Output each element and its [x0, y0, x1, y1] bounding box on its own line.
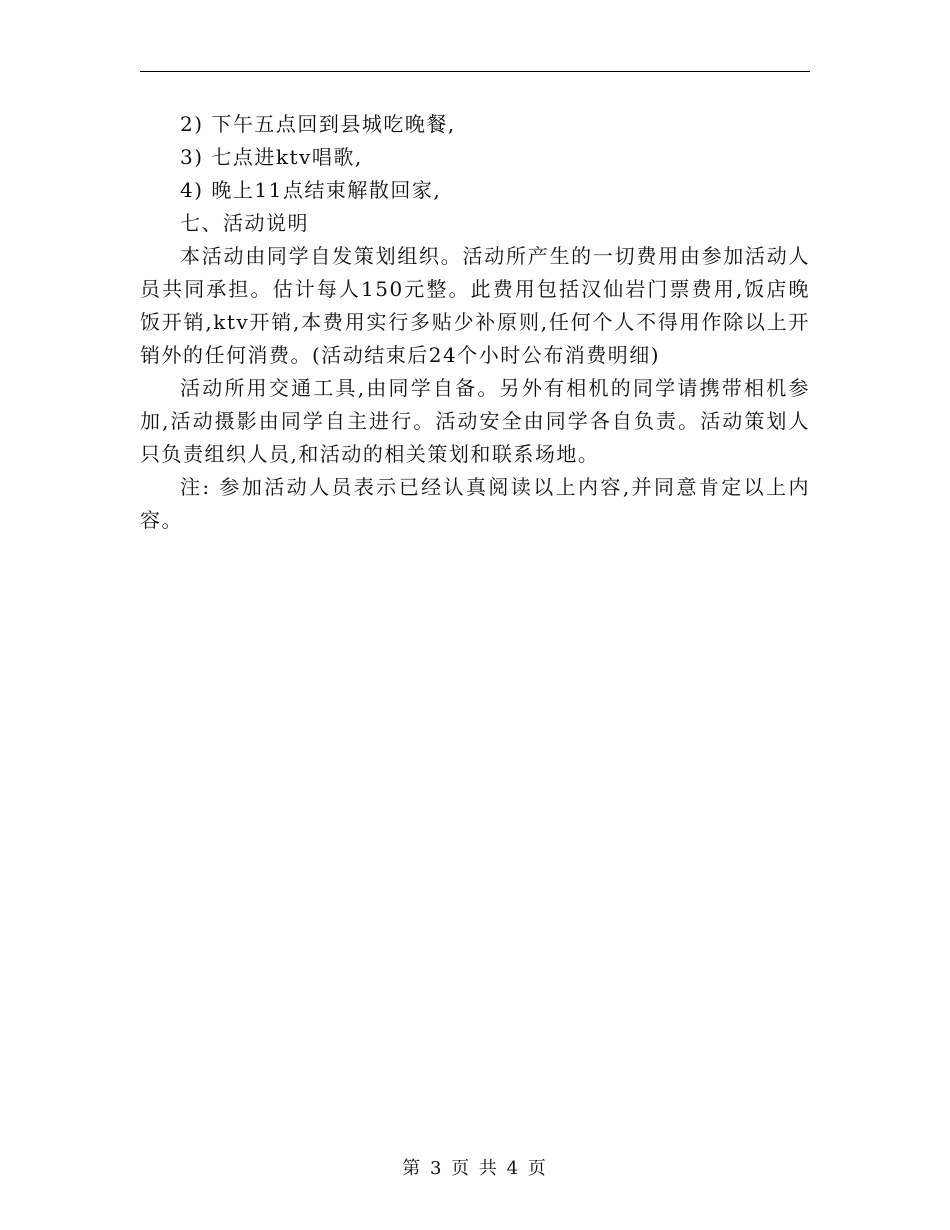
page-number: 第 3 页 共 4 页: [402, 1158, 548, 1179]
document-body: [140, 108, 810, 537]
section-heading: 七、活动说明: [180, 211, 309, 235]
header-rule: [140, 71, 810, 72]
schedule-item-4: 4) 晚上11点结束解散回家,: [180, 178, 442, 202]
cost-paragraph: 本活动由同学自发策划组织。活动所产生的一切费用由参加活动人员共同承担。估计每人150元整。此费用包括汉仙岩门票费用,饭店晚饭开销,ktv开销,本费用实行多贴少补原则,任何个人不得用作除以上开销外的任何消费。(活动结束后24个小时公布消费明细): [140, 244, 810, 367]
transport-paragraph: 活动所用交通工具,由同学自备。另外有相机的同学请携带相机参加,活动摄影由同学自主进行。活动安全由同学各自负责。活动策划人只负责组织人员,和活动的相关策划和联系场地。: [140, 376, 810, 466]
page-footer: [0, 1154, 950, 1180]
schedule-item-3: 3) 七点进ktv唱歌,: [180, 145, 363, 169]
schedule-item-2: 2) 下午五点回到县城吃晚餐,: [180, 112, 456, 136]
note-paragraph: 注: 参加活动人员表示已经认真阅读以上内容,并同意肯定以上内容。: [140, 475, 810, 532]
